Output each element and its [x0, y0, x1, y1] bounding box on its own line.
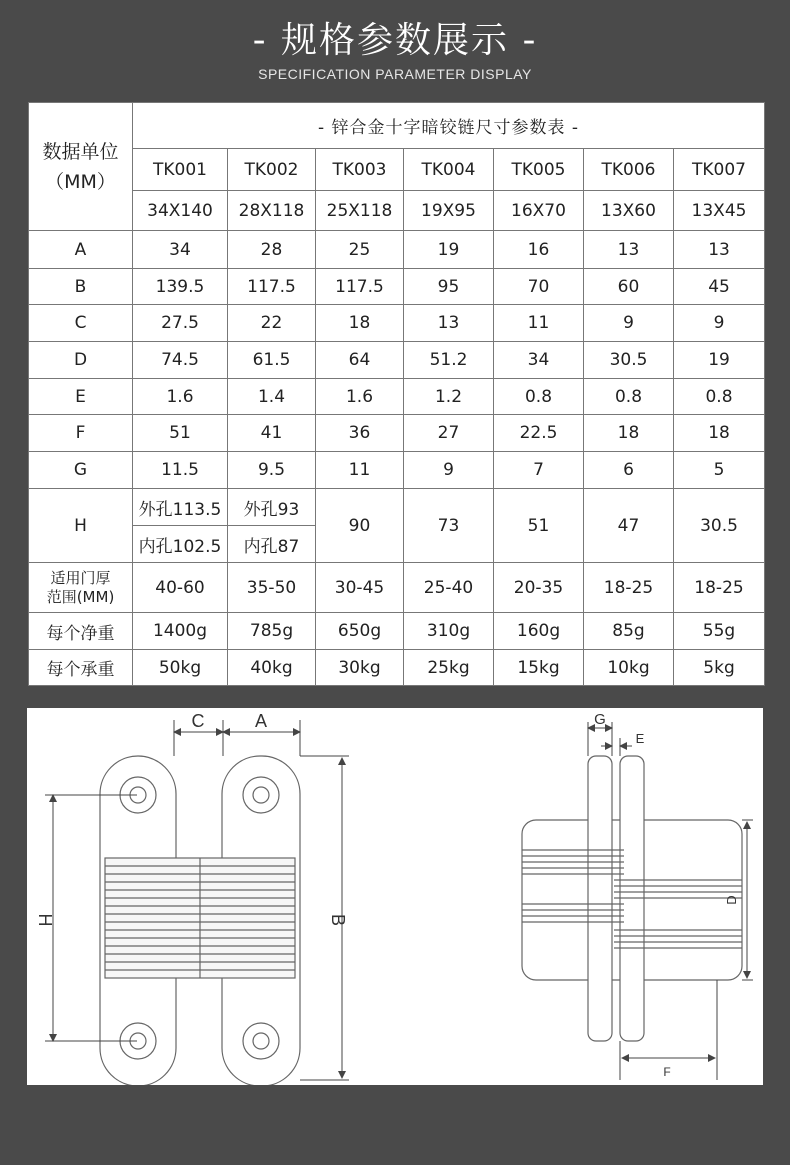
dim-cell: 11: [316, 452, 404, 489]
dim-cell: 51.2: [404, 342, 494, 379]
load-cell: 15kg: [494, 650, 584, 686]
side-view: [522, 756, 742, 1041]
dim-cell: 0.8: [584, 379, 674, 415]
dim-cell: 22.5: [494, 415, 584, 452]
dim-cell: 18: [674, 415, 765, 452]
dim-label-F: F: [663, 1065, 671, 1079]
dim-cell: 30.5: [584, 342, 674, 379]
h-cell: 90: [316, 489, 404, 563]
load-cell: 10kg: [584, 650, 674, 686]
h-outer-cell: 外孔113.5: [133, 489, 228, 526]
dim-cell: 61.5: [228, 342, 316, 379]
unit-label: 数据单位: [42, 140, 119, 163]
sizes-row: [29, 191, 765, 231]
dim-cell: 9: [674, 305, 765, 342]
dim-row-E: [29, 379, 765, 415]
dim-cell: 36: [316, 415, 404, 452]
model-header: TK002: [228, 149, 316, 191]
model-header: TK006: [584, 149, 674, 191]
dim-cell: 13: [674, 231, 765, 269]
size-cell: 13X45: [674, 191, 765, 231]
page-title: - 规格参数展示 -: [252, 20, 538, 61]
page-subtitle: SPECIFICATION PARAMETER DISPLAY: [258, 66, 532, 82]
size-cell: 16X70: [494, 191, 584, 231]
door-cell: 20-35: [494, 563, 584, 613]
model-header: TK007: [674, 149, 765, 191]
dim-row-F: [29, 415, 765, 452]
dim-cell: 9.5: [228, 452, 316, 489]
dim-row-G: [29, 452, 765, 489]
weight-cell: 1400g: [133, 613, 228, 650]
weight-cell: 55g: [674, 613, 765, 650]
dim-cell: 70: [494, 269, 584, 305]
door-row-label: [29, 563, 133, 613]
dim-cell: 95: [404, 269, 494, 305]
spec-table: [28, 102, 765, 686]
load-cell: 30kg: [316, 650, 404, 686]
dim-label-B: B: [328, 913, 348, 927]
dim-cell: 27.5: [133, 305, 228, 342]
door-thickness-row: [29, 563, 765, 613]
weight-cell: 160g: [494, 613, 584, 650]
dim-cell: 28: [228, 231, 316, 269]
dim-cell: 11: [494, 305, 584, 342]
dim-row-A: [29, 231, 765, 269]
weight-cell: 310g: [404, 613, 494, 650]
dim-cell: 18: [584, 415, 674, 452]
size-cell: 19X95: [404, 191, 494, 231]
door-cell: 40-60: [133, 563, 228, 613]
row-label-H: H: [29, 489, 133, 563]
model-header: TK001: [133, 149, 228, 191]
dimension-diagram-panel: [27, 708, 763, 1085]
dim-cell: 41: [228, 415, 316, 452]
h-outer-cell: 外孔93: [228, 489, 316, 526]
weight-cell: 650g: [316, 613, 404, 650]
models-row: [29, 149, 765, 191]
page-header: [0, 0, 790, 100]
dim-cell: 1.2: [404, 379, 494, 415]
row-label-A: A: [29, 231, 133, 269]
dim-cell: 5: [674, 452, 765, 489]
load-row: [29, 650, 765, 686]
dim-cell: 51: [133, 415, 228, 452]
hinge-diagram: [27, 708, 763, 1085]
load-cell: 40kg: [228, 650, 316, 686]
door-cell: 18-25: [674, 563, 765, 613]
row-label-G: G: [29, 452, 133, 489]
dim-row-D: [29, 342, 765, 379]
dim-cell: 18: [316, 305, 404, 342]
dim-cell: 27: [404, 415, 494, 452]
dim-cell: 74.5: [133, 342, 228, 379]
dim-cell: 6: [584, 452, 674, 489]
dim-cell: 117.5: [228, 269, 316, 305]
size-cell: 28X118: [228, 191, 316, 231]
dim-cell: 13: [584, 231, 674, 269]
dim-cell: 9: [584, 305, 674, 342]
load-cell: 50kg: [133, 650, 228, 686]
row-label-E: E: [29, 379, 133, 415]
dim-label-D: D: [724, 895, 739, 905]
dim-row-C: [29, 305, 765, 342]
dim-cell: 0.8: [494, 379, 584, 415]
net-weight-row: [29, 613, 765, 650]
door-cell: 35-50: [228, 563, 316, 613]
load-cell: 25kg: [404, 650, 494, 686]
weight-cell: 785g: [228, 613, 316, 650]
dim-label-G: G: [594, 711, 606, 728]
row-label-F: F: [29, 415, 133, 452]
dim-cell: 25: [316, 231, 404, 269]
door-label-line2: 范围(MM): [46, 587, 115, 606]
dim-cell: 139.5: [133, 269, 228, 305]
h-inner-cell: 内孔87: [228, 526, 316, 563]
dim-cell: 9: [404, 452, 494, 489]
dim-cell: 1.4: [228, 379, 316, 415]
unit-mm-label: （MM）: [45, 170, 116, 193]
weight-row-label: 每个净重: [29, 613, 133, 650]
dim-cell: 7: [494, 452, 584, 489]
dim-label-H: H: [35, 913, 55, 927]
load-row-label: 每个承重: [29, 650, 133, 686]
dim-cell: 19: [404, 231, 494, 269]
h-cell: 51: [494, 489, 584, 563]
door-cell: 18-25: [584, 563, 674, 613]
door-cell: 25-40: [404, 563, 494, 613]
model-header: TK003: [316, 149, 404, 191]
dim-cell: 11.5: [133, 452, 228, 489]
dim-cell: 22: [228, 305, 316, 342]
dim-cell: 34: [494, 342, 584, 379]
size-cell: 13X60: [584, 191, 674, 231]
weight-cell: 85g: [584, 613, 674, 650]
row-label-B: B: [29, 269, 133, 305]
dim-cell: 64: [316, 342, 404, 379]
dim-cell: 0.8: [674, 379, 765, 415]
door-label-line1: 适用门厚: [50, 568, 111, 587]
dim-label-E: E: [635, 731, 645, 746]
model-header: TK004: [404, 149, 494, 191]
h-cell: 47: [584, 489, 674, 563]
unit-header-cell: [29, 103, 133, 231]
h-cell: 30.5: [674, 489, 765, 563]
row-label-D: D: [29, 342, 133, 379]
load-cell: 5kg: [674, 650, 765, 686]
h-inner-cell: 内孔102.5: [133, 526, 228, 563]
dim-cell: 13: [404, 305, 494, 342]
table-title: - 锌合金十字暗铰链尺寸参数表 -: [133, 103, 765, 149]
dim-cell: 117.5: [316, 269, 404, 305]
dim-cell: 16: [494, 231, 584, 269]
front-view: [100, 756, 300, 1085]
dim-row-B: [29, 269, 765, 305]
dim-cell: 34: [133, 231, 228, 269]
dim-cell: 19: [674, 342, 765, 379]
dim-cell: 45: [674, 269, 765, 305]
size-cell: 34X140: [133, 191, 228, 231]
door-cell: 30-45: [316, 563, 404, 613]
row-label-C: C: [29, 305, 133, 342]
dim-cell: 60: [584, 269, 674, 305]
dim-cell: 1.6: [316, 379, 404, 415]
size-cell: 25X118: [316, 191, 404, 231]
dim-label-A: A: [254, 711, 268, 731]
h-cell: 73: [404, 489, 494, 563]
dim-label-C: C: [191, 711, 205, 731]
model-header: TK005: [494, 149, 584, 191]
dim-cell: 1.6: [133, 379, 228, 415]
